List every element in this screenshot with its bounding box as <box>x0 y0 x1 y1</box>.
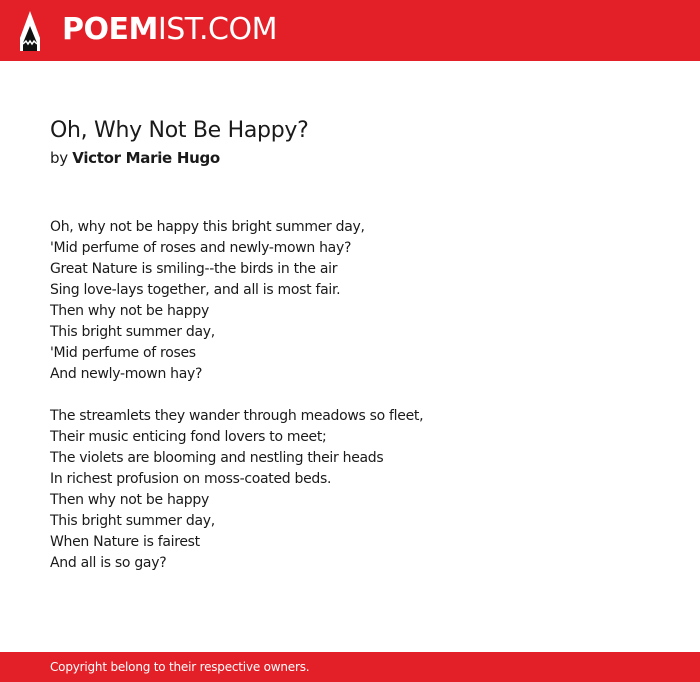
poem-line: This bright summer day, <box>50 513 215 529</box>
poem-line: When Nature is fairest <box>50 534 200 550</box>
logo-light-text: IST.COM <box>157 12 277 47</box>
site-header <box>0 0 700 61</box>
stanza <box>50 406 650 574</box>
poem-line: In richest profusion on moss-coated beds. <box>50 471 332 487</box>
poem-line: The violets are blooming and nestling their heads <box>50 450 384 466</box>
poem-line: And all is so gay? <box>50 555 167 571</box>
site-footer <box>0 652 700 682</box>
poem-line: The streamlets they wander through meadows so fleet, <box>50 408 424 424</box>
logo-bold-text: POEM <box>62 12 158 47</box>
poem-byline <box>50 148 650 168</box>
pencil-icon[interactable] <box>18 10 42 52</box>
by-label: by <box>50 149 68 167</box>
poem-line: And newly-mown hay? <box>50 366 203 382</box>
poem-content <box>50 116 650 595</box>
poem-author: Victor Marie Hugo <box>72 149 220 167</box>
poem-line: This bright summer day, <box>50 324 215 340</box>
poem-line: Great Nature is smiling--the birds in the air <box>50 261 338 277</box>
poem-line: 'Mid perfume of roses and newly-mown hay? <box>50 240 352 256</box>
poem-line: Sing love-lays together, and all is most fair. <box>50 282 341 298</box>
poem-line: 'Mid perfume of roses <box>50 345 196 361</box>
stanza <box>50 217 650 385</box>
poem-title: Oh, Why Not Be Happy? <box>50 118 309 143</box>
site-logo[interactable] <box>62 12 277 48</box>
poem-line: Their music enticing fond lovers to meet; <box>50 429 327 445</box>
poem-body <box>50 217 650 574</box>
copyright-notice: Copyright belong to their respective owners. <box>50 660 310 674</box>
poem-line: Oh, why not be happy this bright summer day, <box>50 219 365 235</box>
poem-line: Then why not be happy <box>50 303 209 319</box>
poem-line: Then why not be happy <box>50 492 209 508</box>
